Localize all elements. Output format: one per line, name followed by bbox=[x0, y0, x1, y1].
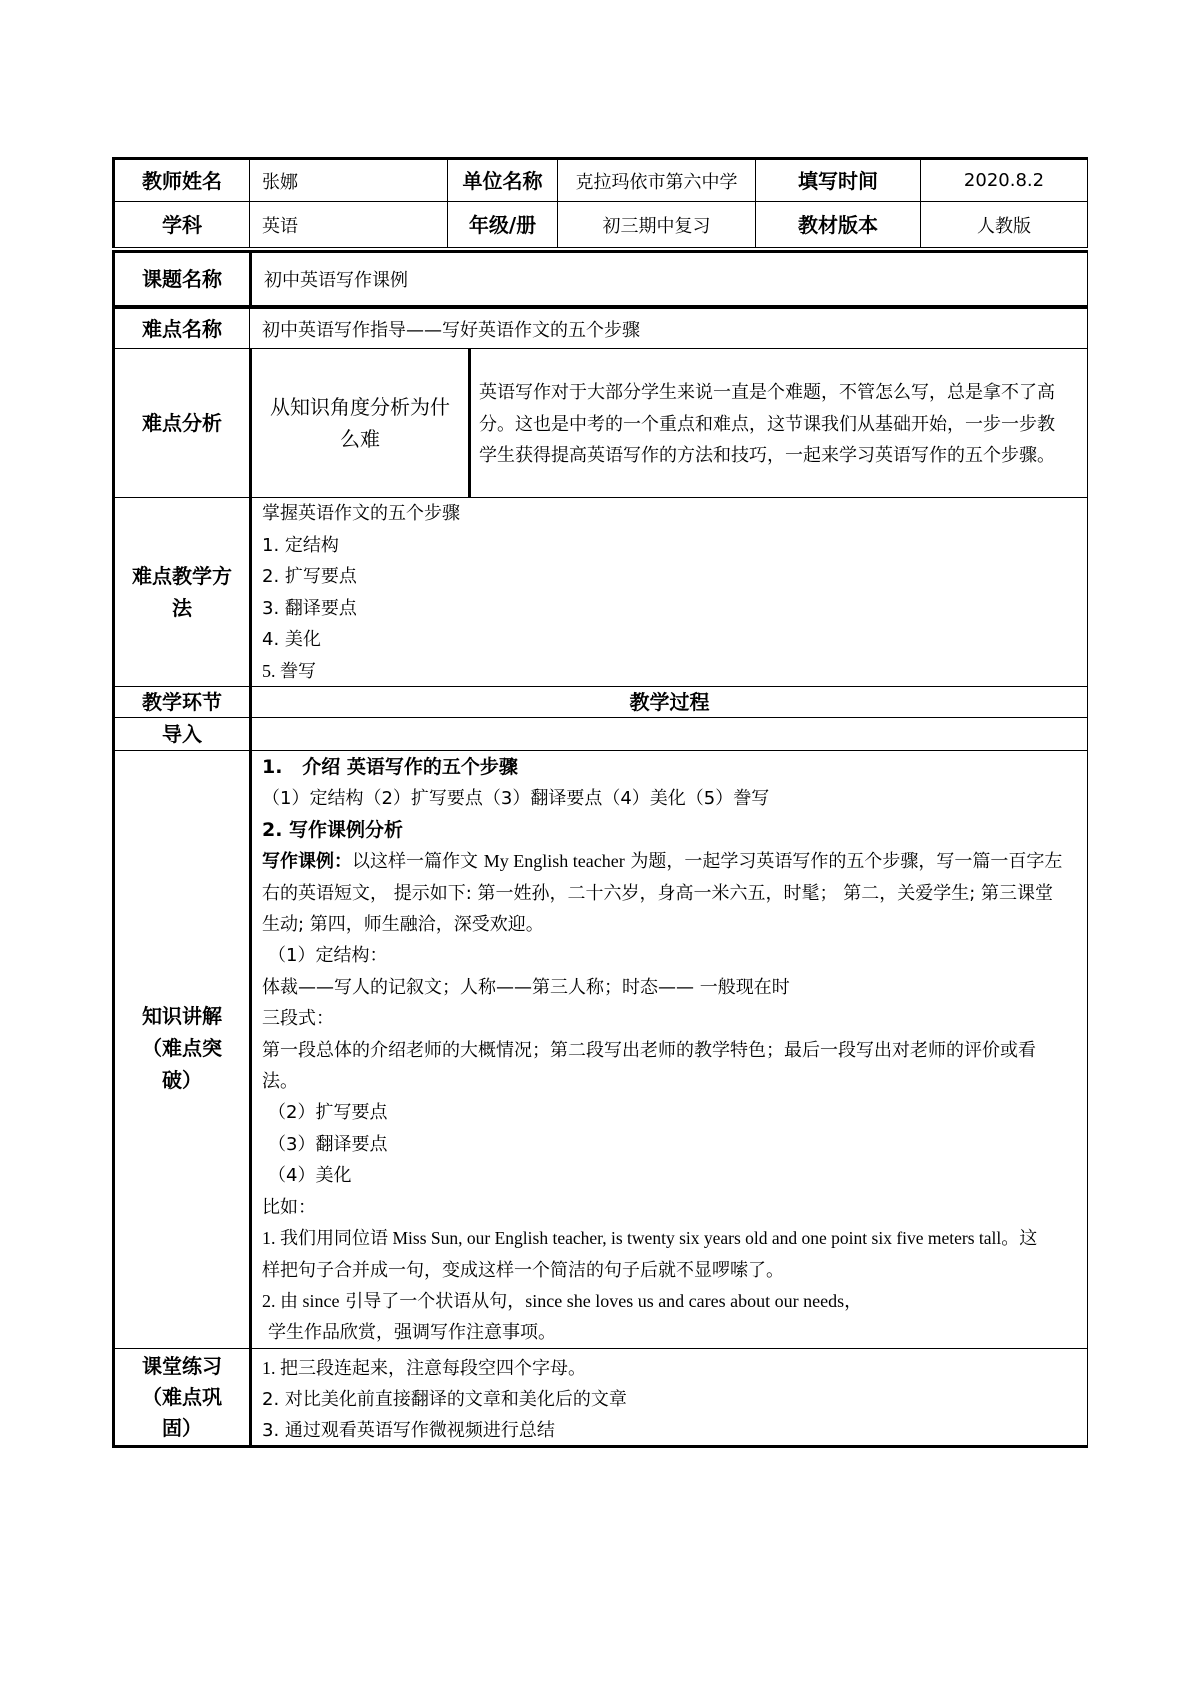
analysis-sublabel-line2: 么难 bbox=[340, 427, 380, 451]
ex2-clause: since she loves us and cares about our needs bbox=[525, 1290, 845, 1311]
grade-value: 初三期中复习 bbox=[557, 201, 756, 248]
method-step: 3. 翻译要点 bbox=[262, 597, 357, 619]
subject-value: 英语 bbox=[249, 201, 448, 248]
example-line-3: 生动; 第四，师生融洽，深受欢迎。 bbox=[262, 914, 544, 936]
practice-label-line1: 课堂练习 bbox=[142, 1354, 222, 1378]
example-text-c: 为题，一起学习英语写作的五个步骤，写一篇一百字左 bbox=[624, 851, 1063, 873]
sub-beautify: （4）美化 bbox=[268, 1165, 352, 1187]
ex2-text: 引导了一个状语从句， bbox=[339, 1290, 526, 1312]
practice-content-cell bbox=[249, 1348, 1088, 1448]
subject-label: 学科 bbox=[112, 201, 250, 248]
method-step: 5. 誊写 bbox=[262, 660, 316, 681]
textbook-value: 人教版 bbox=[920, 201, 1088, 248]
sub-translate: （3）翻译要点 bbox=[268, 1133, 388, 1155]
intro-value bbox=[249, 717, 1088, 751]
ex2-since: since bbox=[302, 1290, 340, 1311]
fill-time-value: 2020.8.2 bbox=[920, 157, 1088, 202]
analysis-label: 难点分析 bbox=[112, 348, 250, 498]
analysis-text-cell bbox=[470, 348, 1088, 498]
method-label-cell bbox=[112, 497, 250, 687]
teacher-name-label: 教师姓名 bbox=[112, 157, 250, 202]
analysis-line: 学生获得提高英语写作的方法和技巧，一起来学习英语写作的五个步骤。 bbox=[479, 445, 1055, 466]
genre-line: 体裁——写人的记叙文；人称——第三人称；时态—— 一般现在时 bbox=[262, 976, 790, 998]
analysis-line: 英语写作对于大部分学生来说一直是个难题，不管怎么写，总是拿不了高 bbox=[479, 382, 1055, 403]
textbook-label: 教材版本 bbox=[755, 201, 921, 248]
analysis-sublabel-line1: 从知识角度分析为什 bbox=[270, 395, 450, 419]
fill-time-label: 填写时间 bbox=[755, 157, 921, 202]
practice-label-line3: 固） bbox=[162, 1416, 202, 1440]
practice-label-line2: （难点巩 bbox=[142, 1385, 222, 1409]
process-header-label: 教学过程 bbox=[249, 686, 1088, 718]
three-para-line-1: 第一段总体的介绍老师的大概情况；第二段写出老师的教学特色；最后一段写出对老师的评价或看 bbox=[262, 1039, 1036, 1061]
knowledge-heading-1: 1. 介绍 英语写作的五个步骤 bbox=[262, 756, 518, 778]
method-step: 2. 扩写要点 bbox=[262, 566, 357, 587]
difficulty-value: 初中英语写作指导——写好英语作文的五个步骤 bbox=[249, 306, 1088, 349]
ex1-prefix: 1. 我们用同位语 bbox=[262, 1228, 393, 1249]
method-step: 4. 美化 bbox=[262, 629, 321, 650]
ex2-prefix: 2. 由 bbox=[262, 1290, 303, 1311]
knowledge-label-line2: （难点突 bbox=[142, 1036, 222, 1060]
difficulty-label: 难点名称 bbox=[112, 306, 250, 349]
example-line-1 bbox=[262, 846, 1062, 877]
knowledge-label-line3: 破） bbox=[162, 1068, 202, 1092]
three-para-label: 三段式： bbox=[262, 1008, 334, 1030]
example-title: My English teacher bbox=[483, 851, 625, 872]
knowledge-label-line1: 知识讲解 bbox=[142, 1004, 222, 1028]
ex1-suffix: 。这 bbox=[1001, 1228, 1038, 1250]
example-1-line-1 bbox=[262, 1223, 1062, 1254]
example-line-2: 右的英语短文， 提示如下: 第一姓孙，二十六岁，身高一米六五，时髦； 第二，关爱学生; 第三课堂 bbox=[262, 882, 1054, 904]
topic-value: 初中英语写作课例 bbox=[249, 250, 1088, 306]
method-intro: 掌握英语作文的五个步骤 bbox=[262, 503, 460, 524]
method-content-cell bbox=[249, 497, 1088, 687]
for-example-label: 比如： bbox=[262, 1196, 316, 1218]
appreciate-line: 学生作品欣赏，强调写作注意事项。 bbox=[268, 1322, 556, 1344]
intro-label: 导入 bbox=[112, 717, 250, 751]
teacher-name-value: 张娜 bbox=[249, 157, 448, 202]
three-para-line-2: 法。 bbox=[262, 1071, 298, 1093]
analysis-line: 分。这也是中考的一个重点和难点，这节课我们从基础开始，一步一步教 bbox=[479, 413, 1055, 435]
example-2-line bbox=[262, 1286, 1062, 1317]
practice-item: 1. 把三段连起来，注意每段空四个字母。 bbox=[262, 1358, 586, 1378]
example-text-a: 以这样一篇作文 bbox=[352, 851, 484, 873]
stage-header-label: 教学环节 bbox=[112, 686, 250, 718]
knowledge-content-cell bbox=[249, 750, 1088, 1349]
ex2-comma: ， bbox=[844, 1290, 863, 1312]
analysis-sublabel-cell bbox=[249, 348, 471, 498]
method-label-line1: 难点教学方 bbox=[132, 564, 232, 588]
topic-label: 课题名称 bbox=[112, 250, 250, 306]
practice-label-cell bbox=[112, 1348, 250, 1448]
unit-name-value: 克拉玛依市第六中学 bbox=[557, 157, 756, 202]
grade-label: 年级/册 bbox=[447, 201, 558, 248]
method-step: 1. 定结构 bbox=[262, 534, 339, 556]
example-1-line-2: 样把句子合并成一句，变成这样一个简洁的句子后就不显啰嗦了。 bbox=[262, 1259, 784, 1281]
knowledge-label-cell bbox=[112, 750, 250, 1349]
sub-structure: （1）定结构： bbox=[268, 945, 388, 967]
unit-name-label: 单位名称 bbox=[447, 157, 558, 202]
ex1-sentence: Miss Sun, our English teacher, is twenty six years old and one point six five meters tall bbox=[392, 1228, 1002, 1249]
knowledge-steps-line: （1）定结构（2）扩写要点（3）翻译要点（4）美化（5）誊写 bbox=[262, 788, 770, 810]
example-label: 写作课例： bbox=[262, 851, 352, 873]
knowledge-heading-2: 2. 写作课例分析 bbox=[262, 818, 404, 841]
method-label-line2: 法 bbox=[172, 596, 192, 620]
sub-expand: （2）扩写要点 bbox=[268, 1102, 388, 1124]
practice-item: 3. 通过观看英语写作微视频进行总结 bbox=[262, 1420, 555, 1441]
practice-item: 2. 对比美化前直接翻译的文章和美化后的文章 bbox=[262, 1389, 627, 1410]
